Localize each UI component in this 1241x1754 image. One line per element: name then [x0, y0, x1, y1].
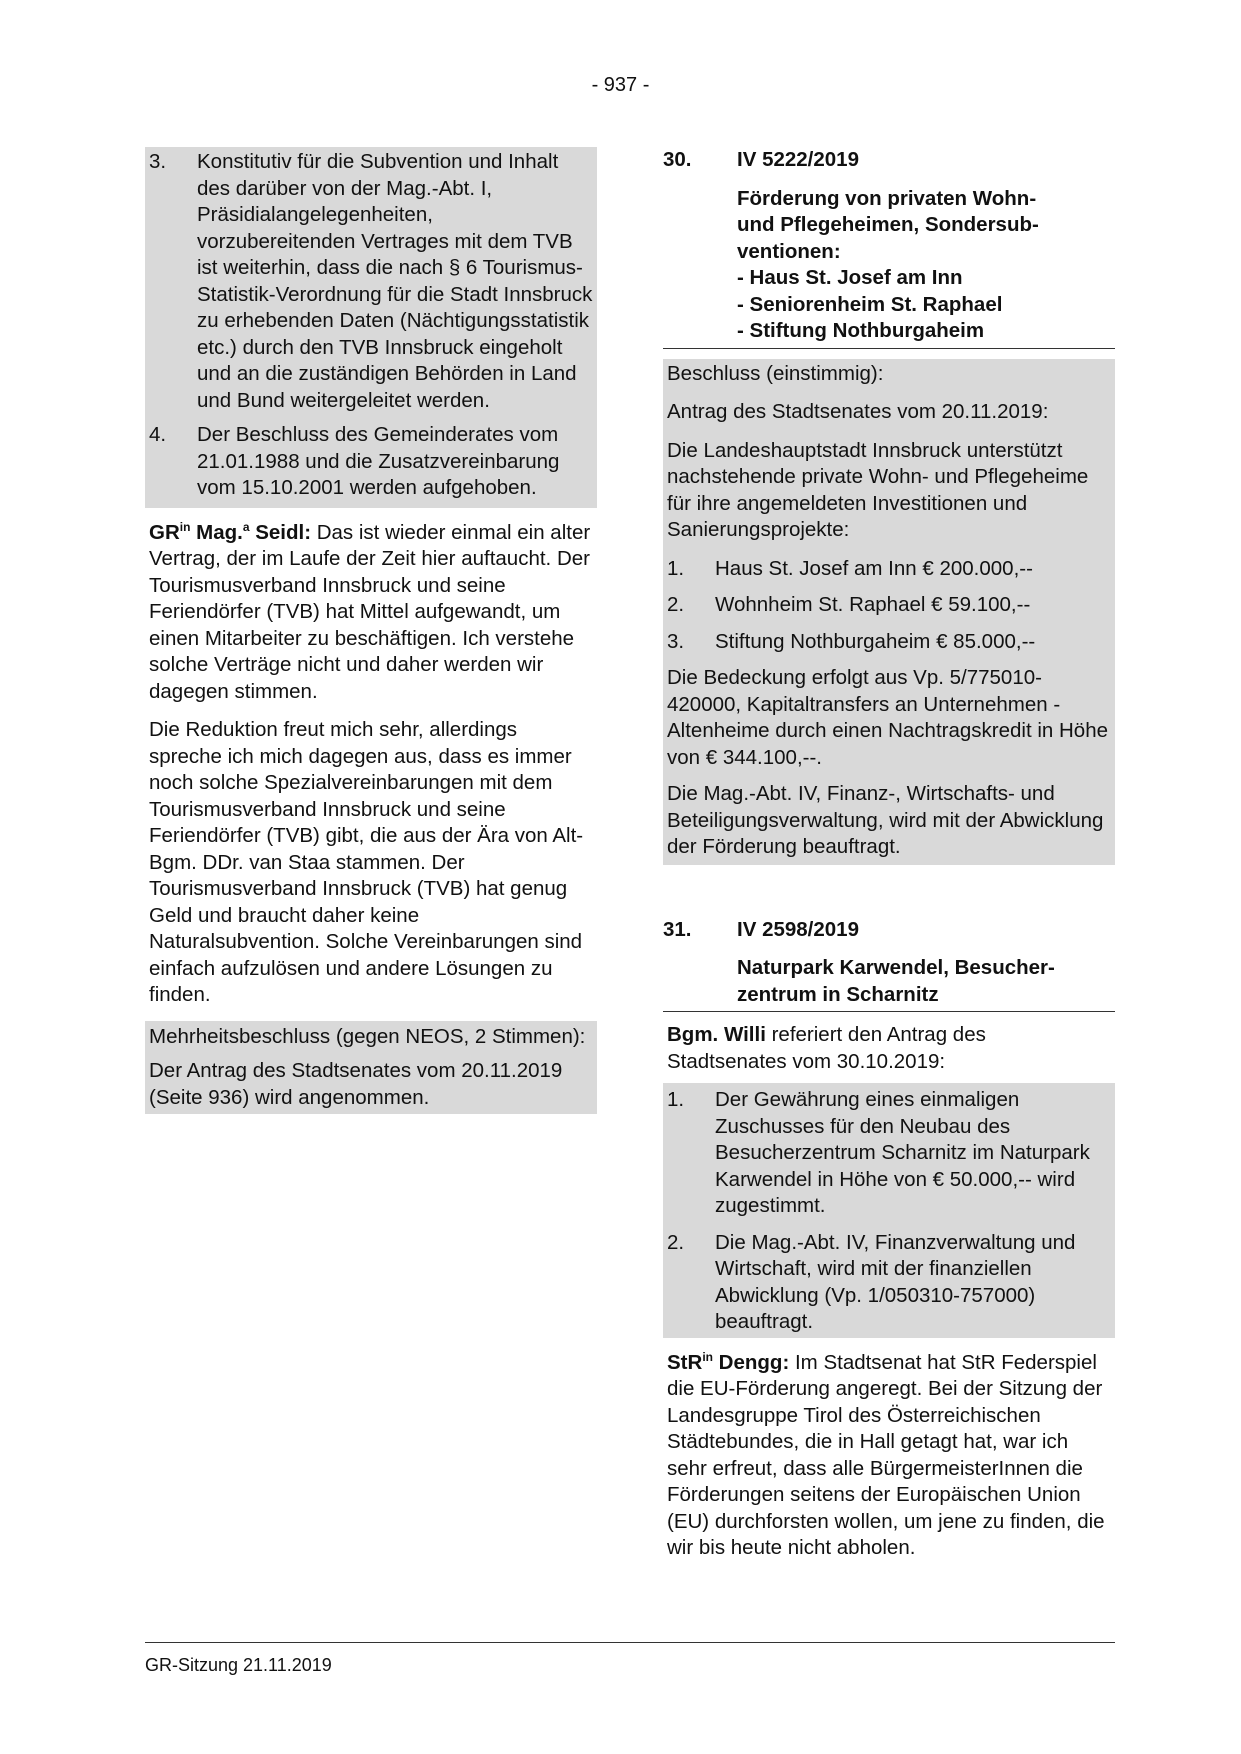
- item-text: Der Gewährung eines einmaligen Zuschusses für den Neubau des Besucherzentrum Scharnitz im Naturpark Karwendel in Höhe von € 50.000,-- wird zugestimmt.: [715, 1088, 1090, 1217]
- list-item: [667, 556, 1111, 583]
- list-item: [667, 629, 1111, 656]
- decision-label: Beschluss (einstimmig):: [667, 361, 884, 385]
- item-text: Stiftung Nothburgaheim € 85.000,--: [715, 629, 1036, 653]
- list-item: [667, 1087, 1111, 1220]
- left-column: [145, 147, 597, 1114]
- speech-paragraph: Die Reduktion freut mich sehr, allerdings spreche ich mich dagegen aus, dass es immer noch solche Spezialvereinbarungen mit dem Tourismusverband Innsbruck und seine Feriendörfer (TVB) gibt, die aus der Ära von Alt-Bgm. DDr. van Staa stammen. Der Tourismusverband Innsbruck (TVB) hat genug Geld und braucht daher keine Naturalsubvention. Solche Vereinbarungen sind einfach aufzulösen und andere Lösungen zu finden.: [149, 718, 584, 1006]
- antrag-text: Antrag des Stadtsenates vom 20.11.2019:: [667, 400, 1049, 423]
- item-number: 3.: [667, 629, 685, 653]
- item-number: 2.: [667, 593, 685, 616]
- decision-label: Mehrheitsbeschluss (gegen NEOS, 2 Stimmen):: [149, 1024, 586, 1048]
- footer-divider: [145, 1642, 1115, 1643]
- speech-text: Das ist wieder einmal ein alter Vertrag, der im Laufe der Zeit hier auftaucht. Der Tourismusverband Innsbruck und seine Feriendörfer (TVB) hat Mittel aufgewandt, um einen Mitarbeiter zu beschäftigen. Ich verstehe solche Verträge nicht und daher werden wir dagegen stimmen.: [149, 520, 591, 703]
- right-column: [663, 147, 1115, 1574]
- speech-text: referiert den Antrag des Stadtsenates vom 30.10.2019:: [667, 1023, 986, 1073]
- agenda-code: IV 5222/2019: [737, 148, 859, 171]
- list-item: [667, 1230, 1111, 1336]
- agenda-number: 30.: [663, 148, 692, 171]
- item-text: Wohnheim St. Raphael € 59.100,--: [715, 593, 1031, 616]
- page-number: - 937 -: [591, 74, 650, 96]
- speech-dengg: [663, 1350, 1115, 1562]
- divider: [663, 348, 1115, 349]
- agenda-item-31-title: Naturpark Karwendel, Besucher- zentrum in Scharnitz: [737, 956, 1055, 1006]
- decision-block: [145, 1021, 597, 1115]
- decision-block-30: [663, 359, 1115, 865]
- mandate-text: Die Mag.-Abt. IV, Finanz-, Wirtschafts- und Beteiligungsverwaltung, wird mit der Abwicklung der Förderung beauftragt.: [667, 782, 1104, 858]
- motion-items-block-31: [663, 1083, 1115, 1338]
- agenda-item-30-header: [663, 147, 1115, 174]
- agenda-number: 31.: [663, 917, 692, 941]
- list-item: [149, 149, 593, 414]
- item-text: Haus St. Josef am Inn € 200.000,--: [715, 556, 1033, 580]
- intro-text: Die Landeshauptstadt Innsbruck unterstützt nachstehende private Wohn- und Pflegeheime für ihre angemeldeten Investitionen und Sanierungsprojekte:: [667, 438, 1089, 541]
- item-number: 2.: [667, 1230, 685, 1254]
- footer-text: GR-Sitzung 21.11.2019: [145, 1655, 332, 1675]
- item-number: 3.: [149, 150, 167, 173]
- agenda-item-31-header: [663, 917, 1115, 944]
- item-number: 4.: [149, 423, 167, 446]
- funding-text: Die Bedeckung erfolgt aus Vp. 5/775010-420000, Kapitaltransfers an Unternehmen - Altenheime durch einen Nachtragskredit in Höhe von € 344.100,--.: [667, 666, 1109, 769]
- speech-text: Im Stadtsenat hat StR Federspiel die EU-Förderung angeregt. Bei der Sitzung der Landesgruppe Tirol des Österreichischen Städtebundes, die in Hall getagt hat, war ich sehr erfreut, dass alle BürgermeisterInnen die Förderungen seitens der Europäischen Union (EU) durchforsten wollen, um jene zu finden, die wir bis heute nicht abholen.: [667, 1350, 1105, 1559]
- speech-willi: [663, 1022, 1115, 1075]
- item-number: 1.: [667, 1088, 685, 1111]
- list-item: [149, 422, 593, 502]
- list-item: [667, 592, 1111, 619]
- motion-items-block: [145, 147, 597, 508]
- speaker-name: StR$^{in}$ Dengg:: [667, 1349, 790, 1374]
- agenda-code: IV 2598/2019: [737, 917, 859, 941]
- speaker-name: $GR^{in}$ Mag.$^a$ Seidl:: [149, 519, 312, 544]
- speech-seidl: [145, 520, 597, 706]
- item-number: 1.: [667, 556, 685, 580]
- speaker-name: Bgm. Willi: [667, 1023, 766, 1046]
- item-text: Der Beschluss des Gemeinderates vom 21.01.1988 und die Zusatzvereinbarung vom 15.10.2001 werden aufgehoben.: [197, 423, 560, 499]
- item-text: Konstitutiv für die Subvention und Inhalt des darüber von der Mag.-Abt. I, Präsidialangelegenheiten, vorzubereitenden Vertrages mit dem TVB ist weiterhin, dass die nach § 6 Tourismus-Statistik-Verordnung für die Stadt Innsbruck zu erhebenden Daten (Nächtigungsstatistik etc.) durch den TVB Innsbruck eingeholt und an die zuständigen Behörden in Land und Bund weitergeleitet werden.: [197, 150, 593, 412]
- item-text: Die Mag.-Abt. IV, Finanzverwaltung und Wirtschaft, wird mit der finanziellen Abwicklung (Vp. 1/050310-757000) beauftragt.: [715, 1230, 1076, 1333]
- divider: [663, 1011, 1115, 1012]
- agenda-item-30-title: Förderung von privaten Wohn- und Pflegeheimen, Sondersub- ventionen: - Haus St. Josef am Inn - Seniorenheim St. Raphael - Stiftung Nothburgaheim: [737, 186, 1039, 342]
- decision-text: Der Antrag des Stadtsenates vom 20.11.2019 (Seite 936) wird angenommen.: [149, 1059, 563, 1109]
